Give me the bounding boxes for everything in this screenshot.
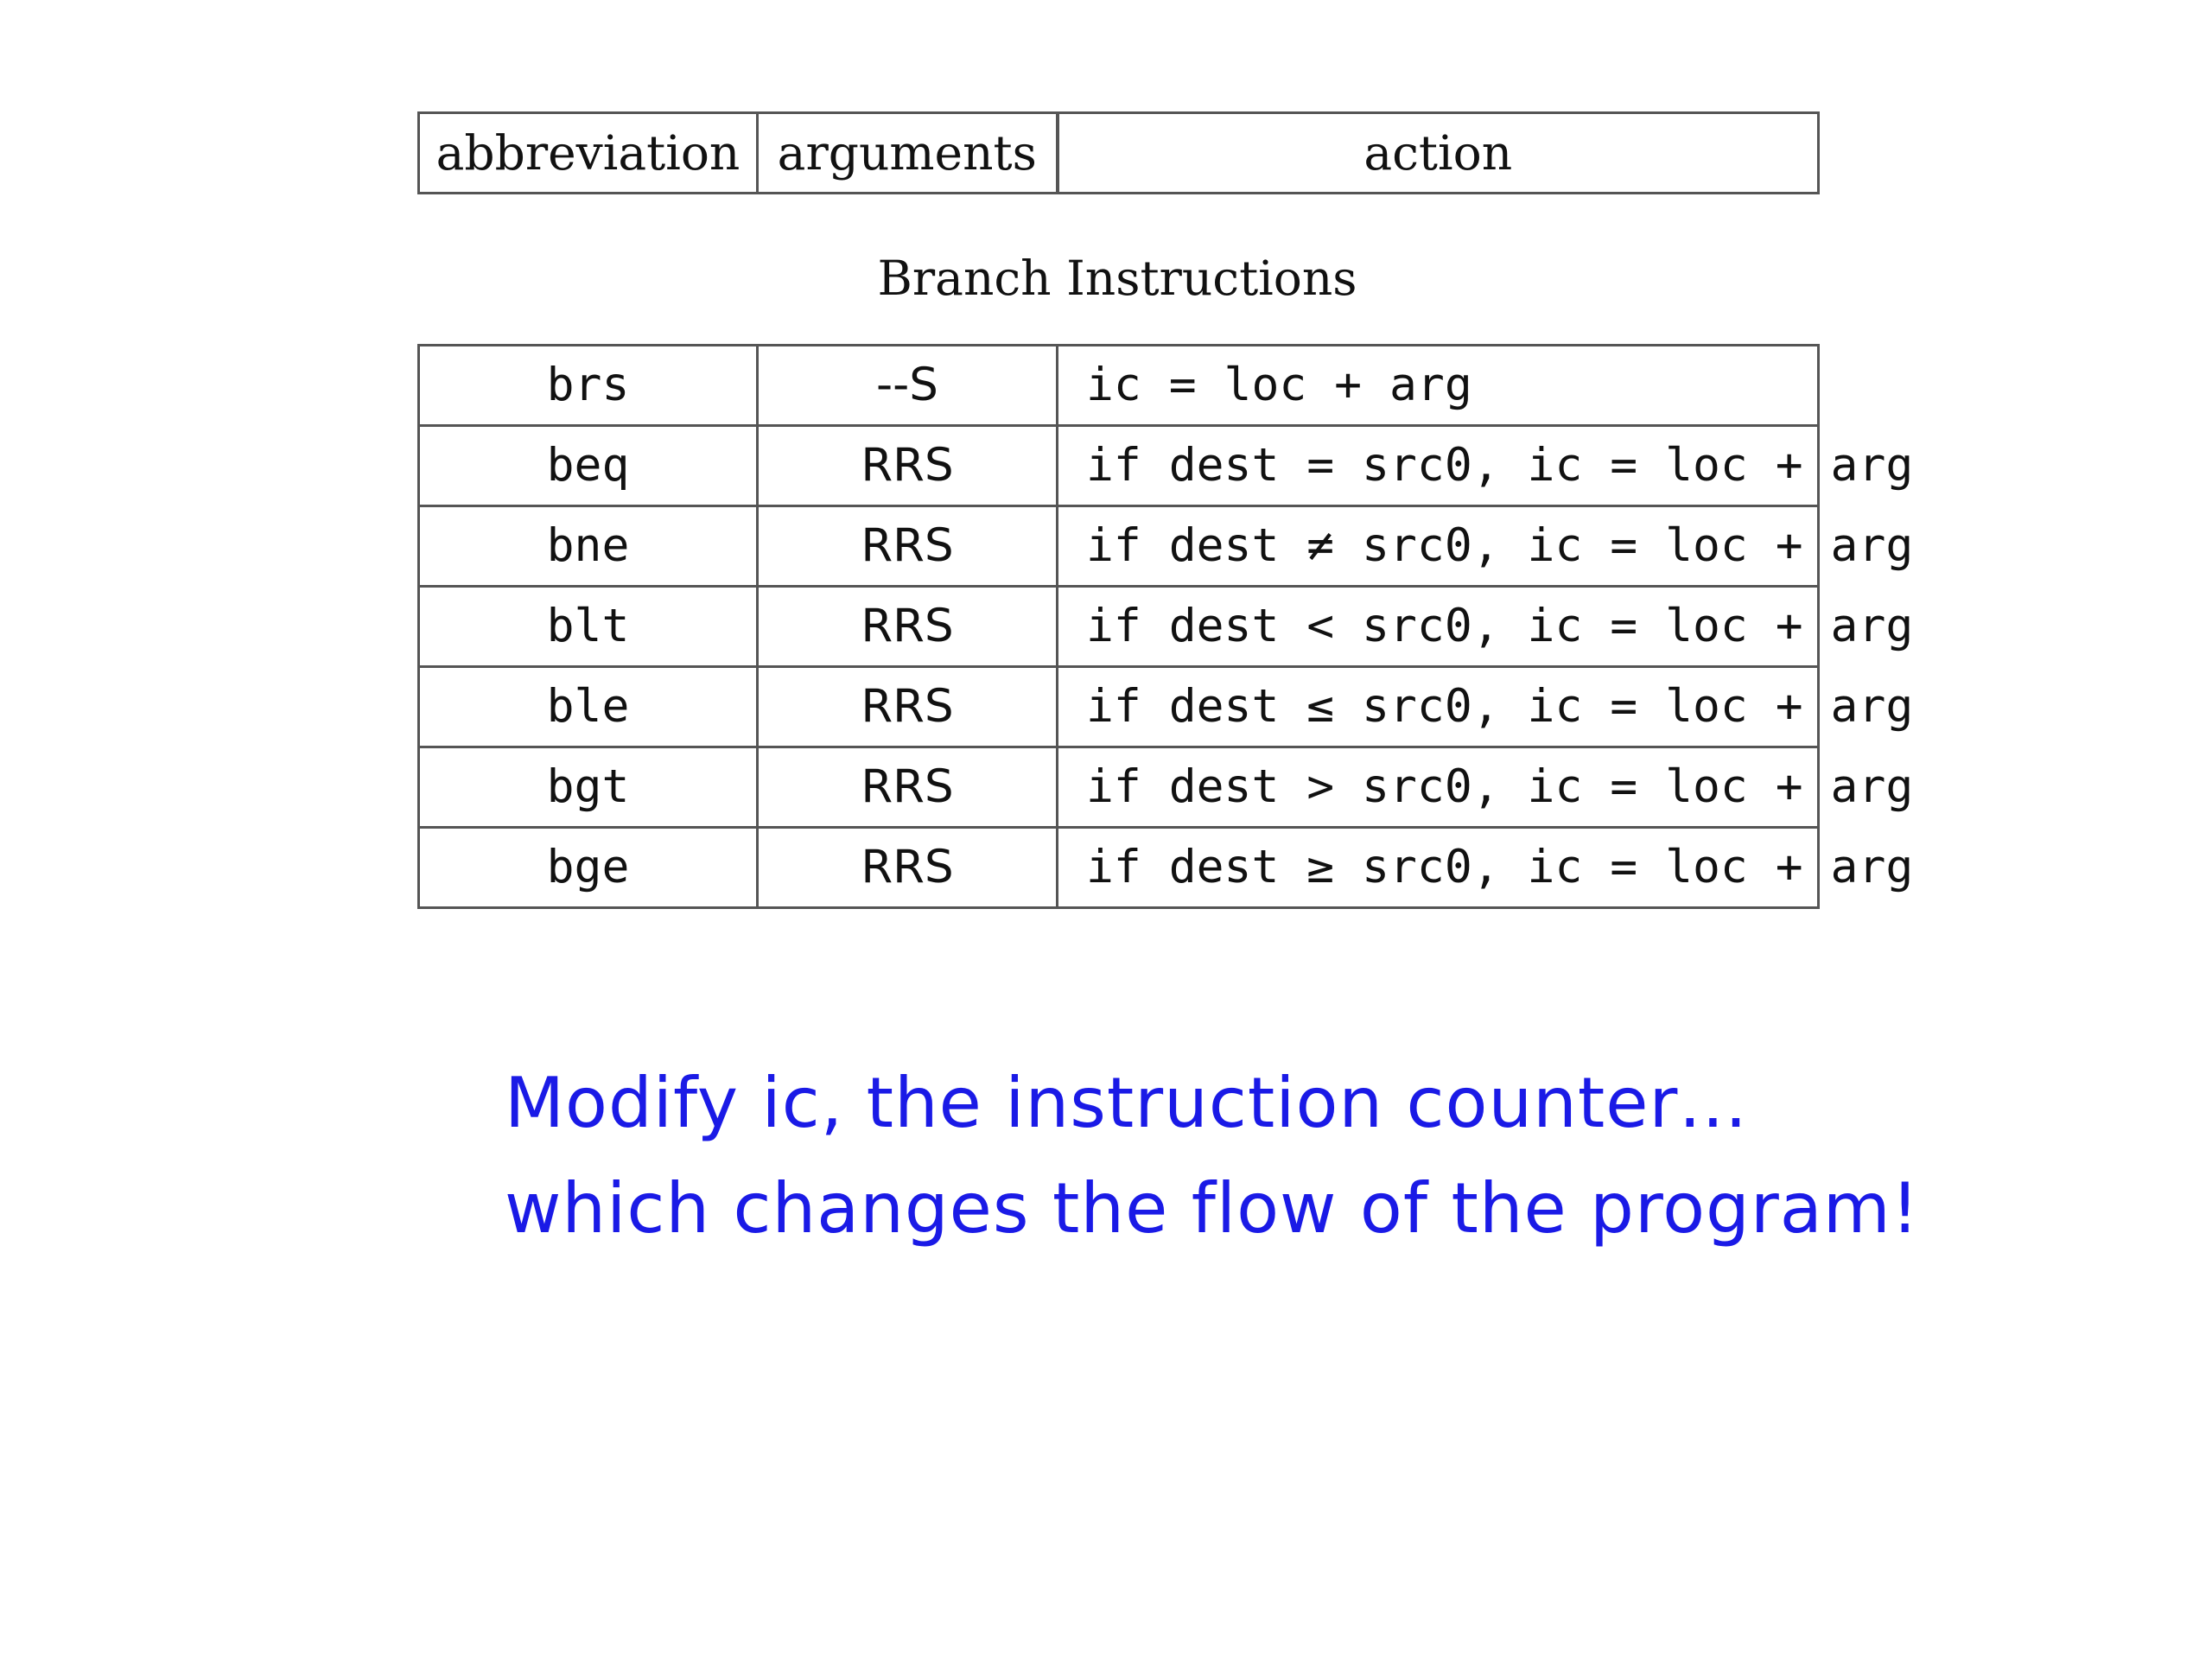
table-row — [419, 667, 1819, 747]
table-row — [419, 587, 1819, 667]
abbreviation-cell: beq — [419, 426, 758, 506]
arguments-cell: RRS — [758, 506, 1058, 587]
caption-line-2: which changes the flow of the program! — [505, 1168, 1920, 1249]
table-row — [419, 506, 1819, 587]
abbreviation-cell: bne — [419, 506, 758, 587]
abbreviation-cell: bgt — [419, 747, 758, 828]
arguments-cell: RRS — [758, 667, 1058, 747]
abbreviation-cell: blt — [419, 587, 758, 667]
column-header-table — [417, 111, 1820, 194]
header-abbreviation: abbreviation — [419, 113, 758, 194]
abbreviation-cell: bge — [419, 828, 758, 908]
table-row — [419, 747, 1819, 828]
arguments-cell: --S — [758, 346, 1058, 426]
arguments-cell: RRS — [758, 587, 1058, 667]
section-title: Branch Instructions — [877, 251, 1357, 306]
header-arguments: arguments — [758, 113, 1058, 194]
caption-line-1: Modify ic, the instruction counter… — [505, 1063, 1749, 1143]
action-cell: if dest ≠ src0, ic = loc + arg — [1058, 506, 1819, 587]
table-row — [419, 346, 1819, 426]
action-cell: if dest ≥ src0, ic = loc + arg — [1058, 828, 1819, 908]
table-row — [419, 828, 1819, 908]
header-action: action — [1058, 113, 1819, 194]
action-cell: if dest > src0, ic = loc + arg — [1058, 747, 1819, 828]
table-row — [419, 426, 1819, 506]
abbreviation-cell: ble — [419, 667, 758, 747]
action-cell: if dest = src0, ic = loc + arg — [1058, 426, 1819, 506]
arguments-cell: RRS — [758, 828, 1058, 908]
action-cell: if dest ≤ src0, ic = loc + arg — [1058, 667, 1819, 747]
header-row — [419, 113, 1819, 194]
action-cell: ic = loc + arg — [1058, 346, 1819, 426]
abbreviation-cell: brs — [419, 346, 758, 426]
arguments-cell: RRS — [758, 426, 1058, 506]
branch-instructions-table — [417, 344, 1914, 909]
arguments-cell: RRS — [758, 747, 1058, 828]
action-cell: if dest < src0, ic = loc + arg — [1058, 587, 1819, 667]
